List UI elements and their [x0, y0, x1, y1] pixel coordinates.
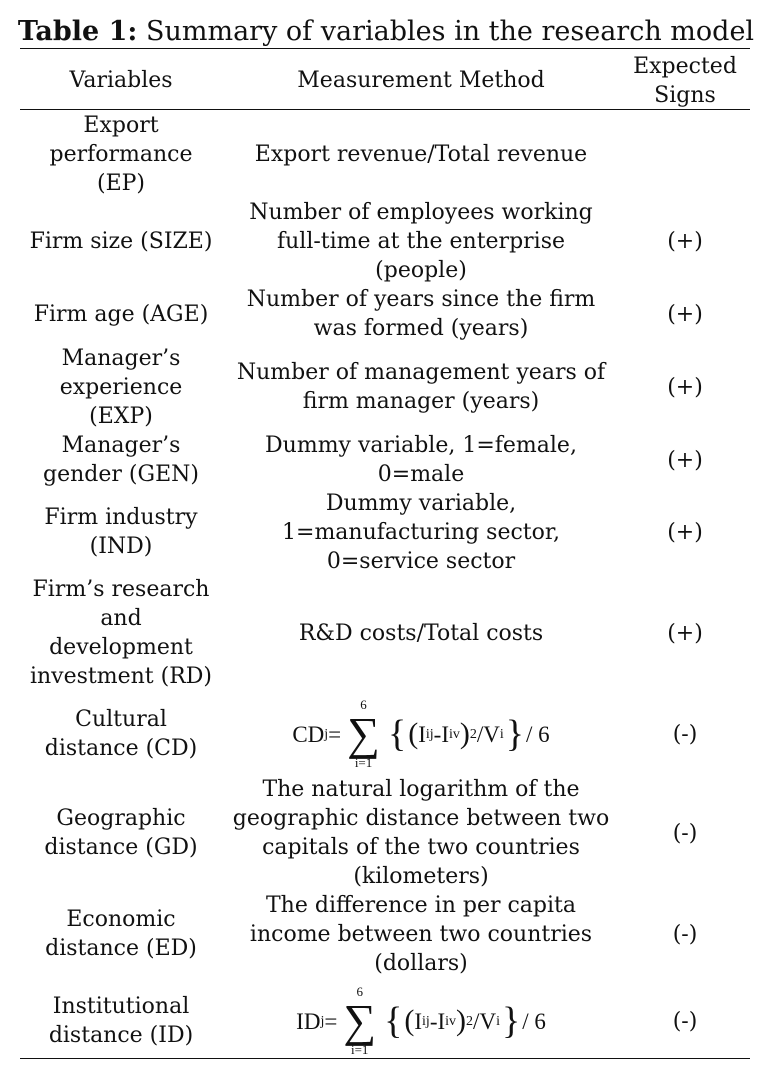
right-paren-icon: )	[459, 717, 470, 750]
method-cell	[222, 985, 620, 1057]
caption-text: Summary of variables in the research model	[137, 16, 755, 47]
variable-line: Firm’s research	[32, 577, 210, 602]
top-rule	[20, 48, 750, 49]
right-brace-icon: }	[505, 713, 525, 755]
term-v-subscript: i	[496, 1013, 500, 1029]
variable-line: (IND)	[89, 534, 153, 559]
term-i2-subscript: iv	[448, 726, 460, 742]
method-cell	[222, 358, 620, 416]
term-i2-subscript: iv	[445, 1013, 457, 1029]
formula-lhs-subscript: j	[320, 1013, 325, 1029]
sign-cell: (-)	[672, 921, 698, 947]
method-line: Dummy variable,	[325, 490, 517, 516]
variable-line: Institutional	[52, 994, 190, 1019]
method-line: (dollars)	[374, 950, 468, 976]
summation	[347, 698, 380, 770]
variable-line: Export	[83, 112, 159, 138]
sign-cell: (+)	[667, 301, 703, 327]
table-row	[20, 691, 750, 777]
method-line: (kilometers)	[353, 864, 489, 889]
variable-cell	[20, 300, 222, 329]
summation-upper-limit: 6	[360, 697, 367, 712]
summation	[343, 985, 376, 1057]
header-method: Measurement Method	[297, 68, 545, 93]
variable-line: (EXP)	[89, 403, 153, 429]
variable-line: Firm age (AGE)	[33, 301, 209, 327]
summation-lower-limit: i=1	[350, 1042, 369, 1057]
minus-sign: -	[429, 1008, 438, 1034]
variable-cell	[20, 503, 222, 561]
table-row	[20, 889, 750, 979]
variable-line: Manager’s	[61, 345, 181, 371]
term-v: V	[483, 721, 500, 747]
variable-line: Manager’s	[61, 433, 181, 458]
sign-cell: (-)	[672, 820, 698, 846]
variable-line: performance	[49, 141, 193, 167]
variable-line: Cultural	[75, 707, 167, 732]
table-row	[20, 343, 750, 431]
variable-cell	[20, 227, 222, 256]
formula-lhs: CD	[292, 721, 325, 747]
variable-line: Firm size (SIZE)	[29, 228, 213, 254]
term-v: V	[479, 1008, 497, 1034]
divide-sign: /	[473, 1008, 480, 1034]
method-cell	[222, 775, 620, 891]
variable-cell	[20, 344, 222, 431]
method-line: The natural logarithm of the	[262, 777, 580, 802]
formula-equals: =	[328, 721, 342, 747]
table-row	[20, 197, 750, 285]
term-i1: I	[418, 721, 426, 747]
table-row	[20, 431, 750, 489]
variable-line: distance (CD)	[44, 736, 198, 761]
table-caption	[0, 14, 772, 50]
sign-cell: (+)	[667, 519, 703, 545]
sign-cell: (-)	[672, 1008, 698, 1034]
power-exponent: 2	[466, 1013, 474, 1029]
method-line: capitals of the two countries	[262, 835, 580, 860]
method-line: 0=male	[377, 462, 465, 487]
term-v-subscript: i	[499, 726, 504, 742]
method-line: geographic distance between two	[232, 806, 610, 831]
left-paren-icon: (	[408, 717, 419, 750]
method-line: Number of years since the firm	[246, 287, 596, 312]
method-cell	[222, 431, 620, 489]
power-exponent: 2	[469, 726, 477, 742]
method-line: 0=service sector	[326, 548, 516, 574]
summation-sigma-icon: ∑	[343, 995, 377, 1046]
variable-cell	[20, 705, 222, 763]
method-line: Number of management years of	[236, 360, 606, 385]
method-line: was formed (years)	[313, 316, 529, 341]
sign-cell: (+)	[667, 228, 703, 254]
method-line: full-time at the enterprise	[276, 228, 566, 254]
variable-cell	[20, 905, 222, 963]
method-cell	[222, 891, 620, 978]
method-line: R&D costs/Total costs	[298, 620, 544, 646]
variable-line: gender (GEN)	[43, 462, 199, 487]
variable-line: investment (RD)	[29, 664, 213, 689]
table-row	[20, 111, 750, 197]
bottom-rule	[20, 1058, 750, 1059]
sign-cell: (+)	[667, 447, 703, 473]
table-row	[20, 979, 750, 1063]
variable-line: distance (GD)	[44, 835, 198, 860]
term-i1-subscript: ij	[425, 726, 434, 742]
left-paren-icon: (	[404, 1004, 415, 1037]
sign-cell: (+)	[667, 374, 703, 400]
right-paren-icon: )	[456, 1004, 467, 1037]
summation-lower-limit: i=1	[354, 755, 373, 770]
formula-lhs: ID	[296, 1008, 321, 1034]
variable-cell	[20, 575, 222, 691]
formula-tail: / 6	[522, 1008, 546, 1034]
table-row	[20, 285, 750, 343]
header-signs-line2: Signs	[654, 83, 716, 108]
left-brace-icon: {	[387, 713, 407, 755]
method-line: The difference in per capita	[266, 892, 576, 918]
variable-line: development	[49, 635, 193, 660]
variable-cell	[20, 992, 222, 1050]
method-line: firm manager (years)	[302, 389, 540, 414]
term-i2: I	[441, 721, 449, 747]
summation-upper-limit: 6	[356, 984, 363, 999]
table-row	[20, 575, 750, 691]
method-cell	[222, 698, 620, 770]
variable-line: Economic	[66, 907, 176, 932]
header-variables: Variables	[69, 68, 173, 93]
summation-sigma-icon: ∑	[347, 708, 380, 759]
variable-cell	[20, 431, 222, 489]
table-row	[20, 777, 750, 889]
sign-cell: (+)	[667, 620, 703, 646]
term-i1-subscript: ij	[422, 1013, 430, 1029]
method-line: (people)	[375, 257, 467, 283]
variable-cell	[20, 111, 222, 198]
variable-line: and	[100, 606, 142, 631]
method-line: income between two countries	[249, 921, 593, 947]
variable-line: Geographic	[56, 806, 186, 831]
divide-sign: /	[476, 721, 484, 747]
method-cell	[222, 198, 620, 285]
minus-sign: -	[433, 721, 442, 747]
variable-line: (EP)	[96, 170, 146, 196]
method-line: 1=manufacturing sector,	[282, 519, 560, 545]
formula-equals: =	[324, 1008, 338, 1034]
left-brace-icon: {	[384, 1000, 403, 1042]
method-line: Dummy variable, 1=female,	[265, 433, 577, 458]
variable-line: Firm industry	[44, 505, 198, 530]
method-line: Number of employees working	[249, 199, 593, 225]
variable-line: experience	[59, 374, 183, 400]
formula	[296, 985, 546, 1057]
term-i2: I	[437, 1008, 446, 1034]
method-cell	[222, 140, 620, 169]
method-cell	[222, 489, 620, 576]
variable-cell	[20, 804, 222, 862]
caption-label: Table 1:	[17, 16, 138, 47]
right-brace-icon: }	[501, 1000, 521, 1042]
formula	[292, 698, 549, 770]
header-signs-line1: Expected	[633, 54, 737, 79]
term-i1: I	[414, 1008, 423, 1034]
table-row	[20, 489, 750, 575]
formula-tail: / 6	[526, 721, 550, 747]
method-line: Export revenue/Total revenue	[254, 141, 588, 167]
variable-line: distance (ED)	[45, 936, 197, 961]
header-signs	[620, 52, 750, 110]
method-cell	[222, 619, 620, 648]
formula-lhs-subscript: j	[324, 726, 329, 742]
variable-line: distance (ID)	[48, 1023, 194, 1048]
method-cell	[222, 285, 620, 343]
sign-cell: (-)	[672, 721, 698, 747]
